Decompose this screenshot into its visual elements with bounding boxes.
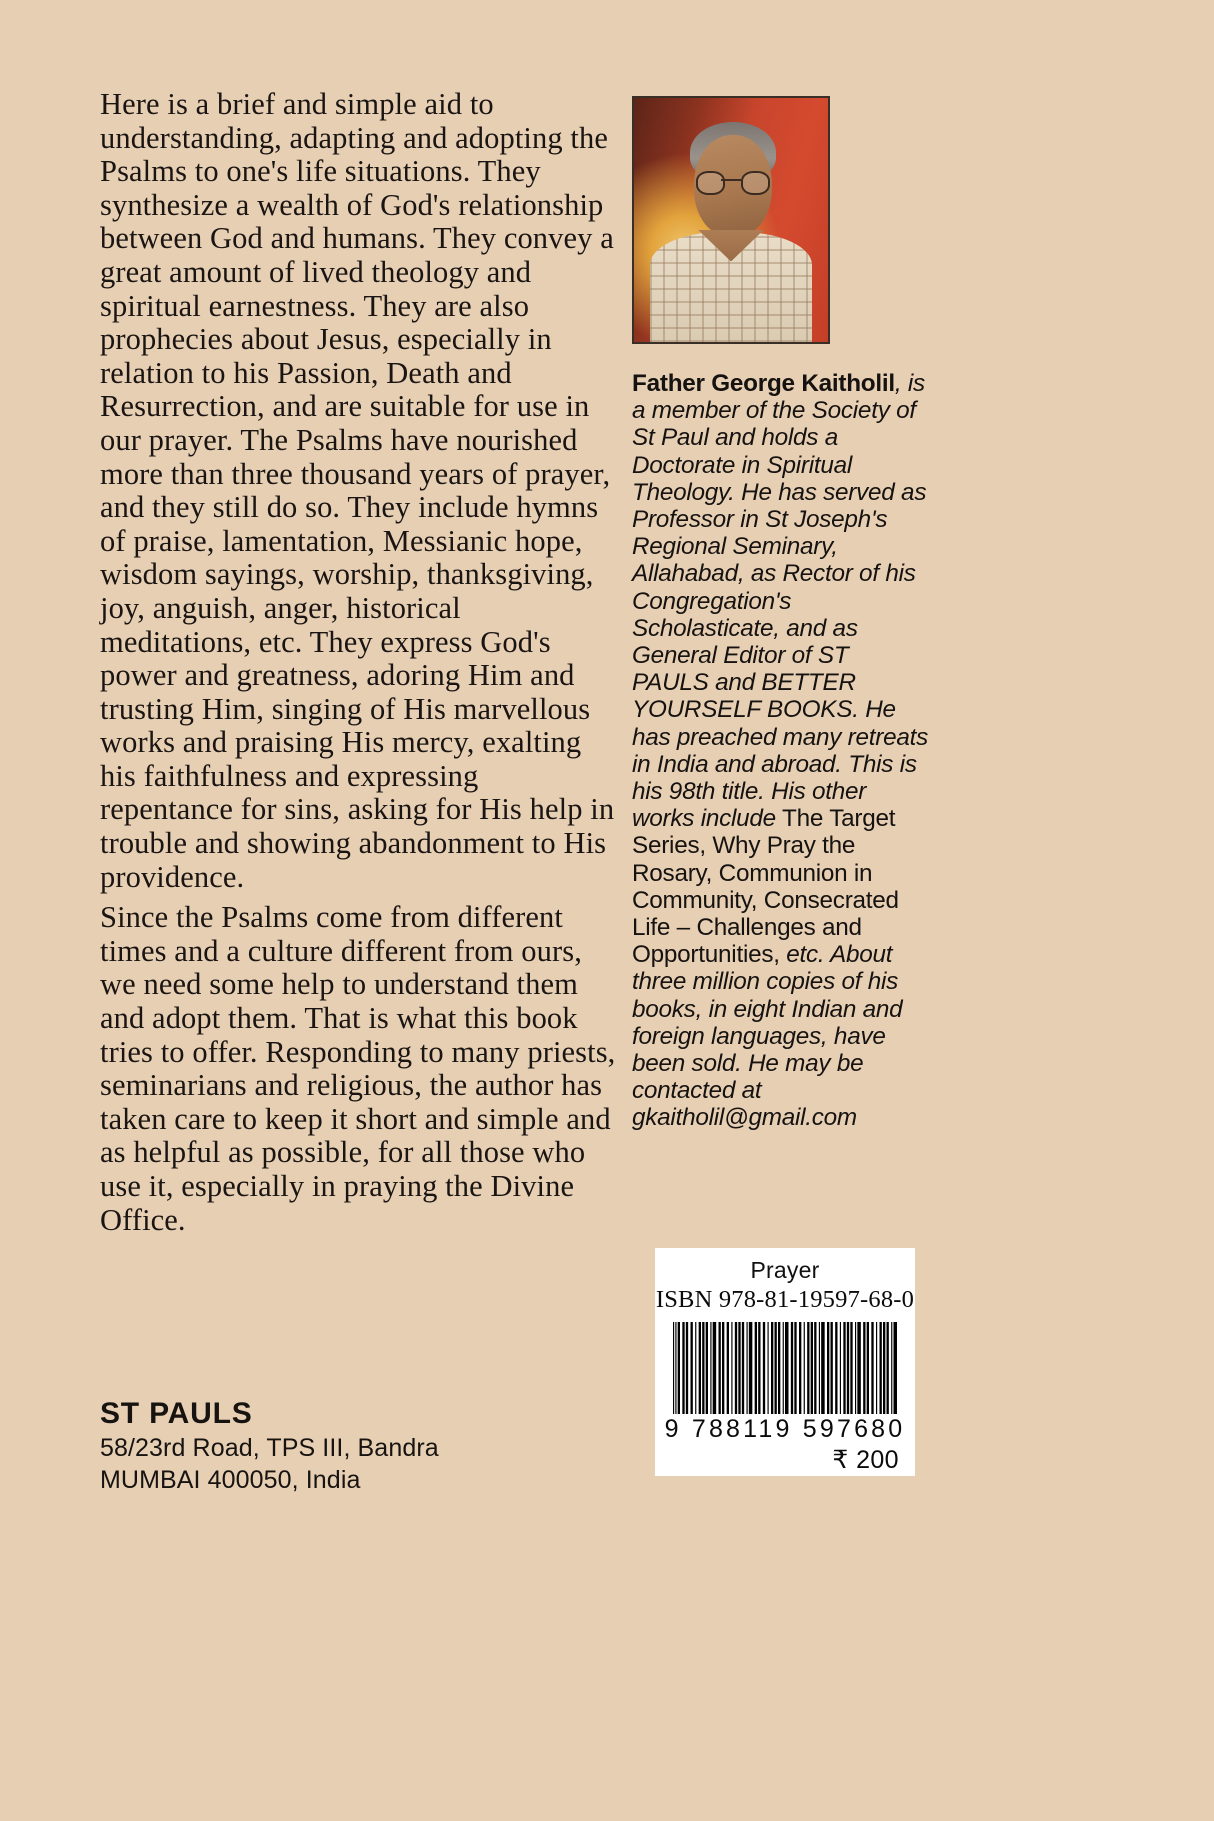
photo-glasses-bridge xyxy=(721,179,740,181)
author-bio-part-2: etc. About three million copies of his books, in eight Indian and foreign languages, have been sold. He may be contacted at gkaitholil@gmail.com xyxy=(632,941,903,1132)
blurb-text xyxy=(100,88,616,1244)
author-bio-part-1: , is a member of the Society of St Paul and holds a Doctorate in Spiritual Theology. He has served as Professor in St Joseph's Regional Seminary, Allahabad, as Rector of his Congregation's Scholasticate, and as General Editor of ST PAULS and BETTER YOURSELF BOOKS. He has preached many retreats in India and abroad. This is his 98th title. His other works include xyxy=(632,370,929,833)
photo-glasses-right xyxy=(741,171,770,195)
price-text: ₹ 200 xyxy=(832,1446,899,1474)
author-bio xyxy=(632,370,930,1132)
book-category: Prayer xyxy=(750,1257,820,1283)
publisher-name: ST PAULS xyxy=(100,1397,253,1430)
publisher-address-line-2: MUMBAI 400050, India xyxy=(100,1466,361,1494)
photo-glasses-left xyxy=(696,171,725,195)
barcode-digits: 9 788119 597680 xyxy=(664,1415,906,1443)
publisher-block xyxy=(100,1396,570,1496)
publisher-address-line-1: 58/23rd Road, TPS III, Bandra xyxy=(100,1434,439,1462)
author-name: Father George Kaitholil xyxy=(632,370,895,397)
barcode-panel xyxy=(655,1248,915,1476)
author-other-works: The Target Series, Why Pray the Rosary, Communion in Community, Consecrated Life – Challenges and Opportunities, xyxy=(632,805,899,969)
blurb-paragraph-2: Since the Psalms come from different times and a culture different from ours, we need some help to understand them and adopt them. That is what this book tries to offer. Responding to many priests, seminarians and religious, the author has taken care to keep it short and simple and as helpful as possible, for all those who use it, especially in praying the Divine Office. xyxy=(100,900,616,1237)
barcode-bars xyxy=(673,1322,897,1414)
author-photo xyxy=(632,96,830,344)
blurb-paragraph-1: Here is a brief and simple aid to understanding, adapting and adopting the Psalms to one's life situations. They synthesize a wealth of God's relationship between God and humans. They convey a great amount of lived theology and spiritual earnestness. They are also prophecies about Jesus, especially in relation to his Passion, Death and Resurrection, and are suitable for use in our prayer. The Psalms have nourished more than three thousand years of prayer, and they still do so. They include hymns of praise, lamentation, Messianic hope, wisdom sayings, worship, thanksgiving, joy, anguish, anger, historical meditations, etc. They express God's power and greatness, adoring Him and trusting Him, singing of His marvellous works and praising His mercy, exalting his faithfulness and expressing repentance for sins, asking for His help in trouble and showing abandonment to His providence. xyxy=(100,87,615,894)
isbn-text: ISBN 978-81-19597-68-0 xyxy=(655,1286,915,1313)
